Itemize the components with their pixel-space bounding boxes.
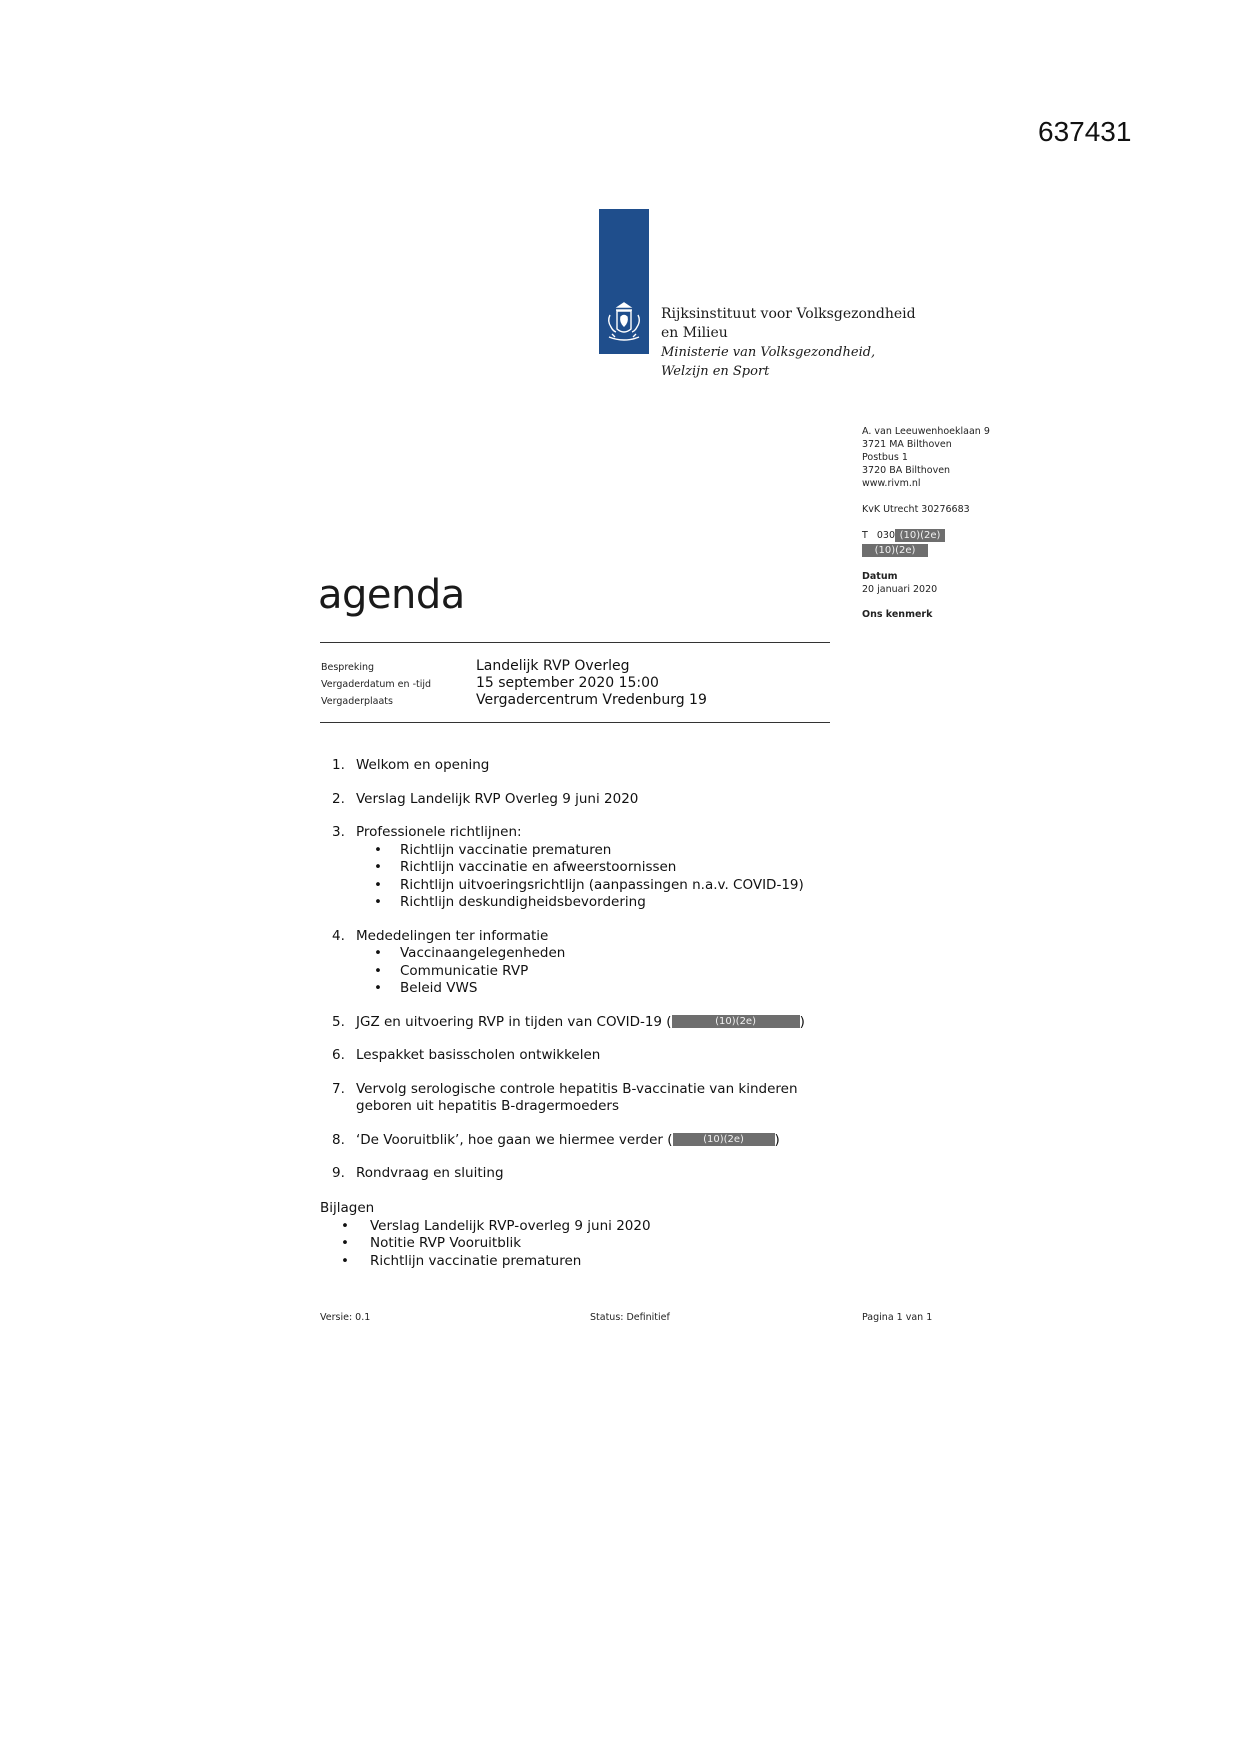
meeting-label: Bespreking: [321, 662, 375, 673]
agenda-item: [332, 1081, 852, 1116]
footer-status: Status: Definitief: [590, 1312, 670, 1323]
address-postal: 3721 MA Bilthoven: [862, 439, 952, 450]
agenda-item-text: Mededelingen ter informatie: [356, 927, 549, 944]
agenda-item-number: 4.: [332, 927, 345, 944]
document-number: 637431: [1038, 116, 1132, 147]
agenda-item-text: Verslag Landelijk RVP Overleg 9 juni 2020: [356, 790, 639, 807]
agenda-item: [332, 791, 852, 809]
redaction-phone-2: (10)(2e): [862, 544, 928, 557]
agenda-item-number: 9.: [332, 1165, 345, 1181]
agenda-item-text: Rondvraag en sluiting: [356, 1165, 504, 1181]
attachments-heading: Bijlagen: [320, 1200, 375, 1216]
agenda-item-number: 3.: [332, 824, 345, 840]
crest-icon: [604, 301, 644, 345]
org-line-1: Rijksinstituut voor Volksgezondheid: [661, 306, 916, 322]
address-pobox: Postbus 1: [862, 452, 908, 463]
meeting-value: 15 september 2020 15:00: [476, 675, 659, 691]
meeting-label: Vergaderplaats: [321, 696, 393, 707]
list-item: • Richtlijn vaccinatie prematuren: [341, 1252, 582, 1269]
address-kvk: KvK Utrecht 30276683: [862, 504, 970, 515]
org-line-4: Welzijn en Sport: [661, 364, 770, 379]
address-website: www.rivm.nl: [862, 478, 921, 489]
page-title: agenda: [318, 572, 465, 618]
agenda-item-number: 1.: [332, 757, 345, 773]
address-block: [862, 425, 990, 621]
list-item: • Richtlijn vaccinatie prematuren: [374, 841, 612, 858]
address-phone: [862, 529, 990, 544]
list-item: • Communicatie RVP: [374, 962, 529, 979]
footer-page: Pagina 1 van 1: [862, 1312, 933, 1323]
agenda-item-text: Vervolg serologische controle hepatitis B-vaccinatie van kinderen: [356, 1080, 798, 1097]
address-pobox-postal: 3720 BA Bilthoven: [862, 465, 951, 476]
agenda-item-text: Professionele richtlijnen:: [356, 824, 522, 840]
agenda-item-text: JGZ en uitvoering RVP in tijden van COVID-19 (: [356, 1013, 672, 1030]
agenda-item: 5. JGZ en uitvoering RVP in tijden van COVID-19 ( (10)(2e) ): [332, 1013, 805, 1030]
list-item: • Richtlijn deskundigheidsbevordering: [374, 894, 646, 910]
redaction-box: (10)(2e): [672, 1015, 800, 1028]
agenda-item-text: ‘De Vooruitblik’, hoe gaan we hiermee verder (: [356, 1131, 673, 1148]
agenda-item: [332, 928, 852, 998]
agenda-item-number: 8.: [332, 1131, 345, 1148]
agenda-item: [332, 824, 852, 912]
agenda-item-text-line2: geboren uit hepatitis B-dragermoeders: [356, 1098, 620, 1114]
agenda-item: [332, 1165, 852, 1183]
agenda-item-number: 7.: [332, 1080, 345, 1097]
meeting-row: [321, 675, 831, 692]
date-value: 20 januari 2020: [862, 584, 938, 595]
attachments: [320, 1200, 651, 1270]
agenda-item-text: Lespakket basisscholen ontwikkelen: [356, 1047, 601, 1063]
agenda-item-number: 6.: [332, 1047, 345, 1063]
date-label: Datum: [862, 571, 898, 582]
list-item: • Vaccinaangelegenheden: [374, 945, 566, 961]
reference-label: Ons kenmerk: [862, 609, 933, 620]
divider-bottom: [320, 722, 830, 723]
agenda-sublist: [356, 945, 852, 998]
logo-bar: [599, 209, 649, 354]
agenda-item-text: Welkom en opening: [356, 757, 490, 773]
org-line-3: Ministerie van Volksgezondheid,: [661, 345, 876, 360]
redaction-phone-1: (10)(2e): [895, 529, 945, 542]
agenda-item: [332, 757, 852, 775]
list-item: • Notitie RVP Vooruitblik: [341, 1235, 522, 1251]
meeting-value: Landelijk RVP Overleg: [476, 658, 630, 674]
list-item: • Richtlijn uitvoeringsrichtlijn (aanpassingen n.a.v. COVID-19): [374, 876, 804, 893]
address-street: A. van Leeuwenhoeklaan 9: [862, 426, 990, 437]
agenda-list: [332, 757, 852, 1199]
divider-top: [320, 642, 830, 643]
agenda-item: 8. ‘De Vooruitblik’, hoe gaan we hiermee verder ( (10)(2e) ): [332, 1131, 780, 1148]
attachments-list: [320, 1218, 651, 1271]
meeting-details: [321, 658, 831, 709]
agenda-item-number: 5.: [332, 1013, 345, 1030]
list-item: • Beleid VWS: [374, 980, 478, 996]
meeting-row: [321, 692, 831, 709]
agenda-item-number: 2.: [332, 790, 345, 807]
organization-name: [661, 305, 916, 381]
meeting-row: [321, 658, 831, 675]
list-item: • Verslag Landelijk RVP-overleg 9 juni 2020: [341, 1217, 651, 1234]
phone-prefix: T 030: [862, 530, 895, 541]
footer-version: Versie: 0.1: [320, 1312, 371, 1323]
org-line-2: en Milieu: [661, 325, 728, 341]
list-item: • Richtlijn vaccinatie en afweerstoornissen: [374, 859, 677, 875]
redaction-box: (10)(2e): [673, 1133, 775, 1146]
meeting-label: Vergaderdatum en -tijd: [321, 679, 432, 690]
meeting-value: Vergadercentrum Vredenburg 19: [476, 692, 707, 708]
agenda-sublist: [356, 842, 852, 912]
agenda-item: [332, 1047, 852, 1065]
